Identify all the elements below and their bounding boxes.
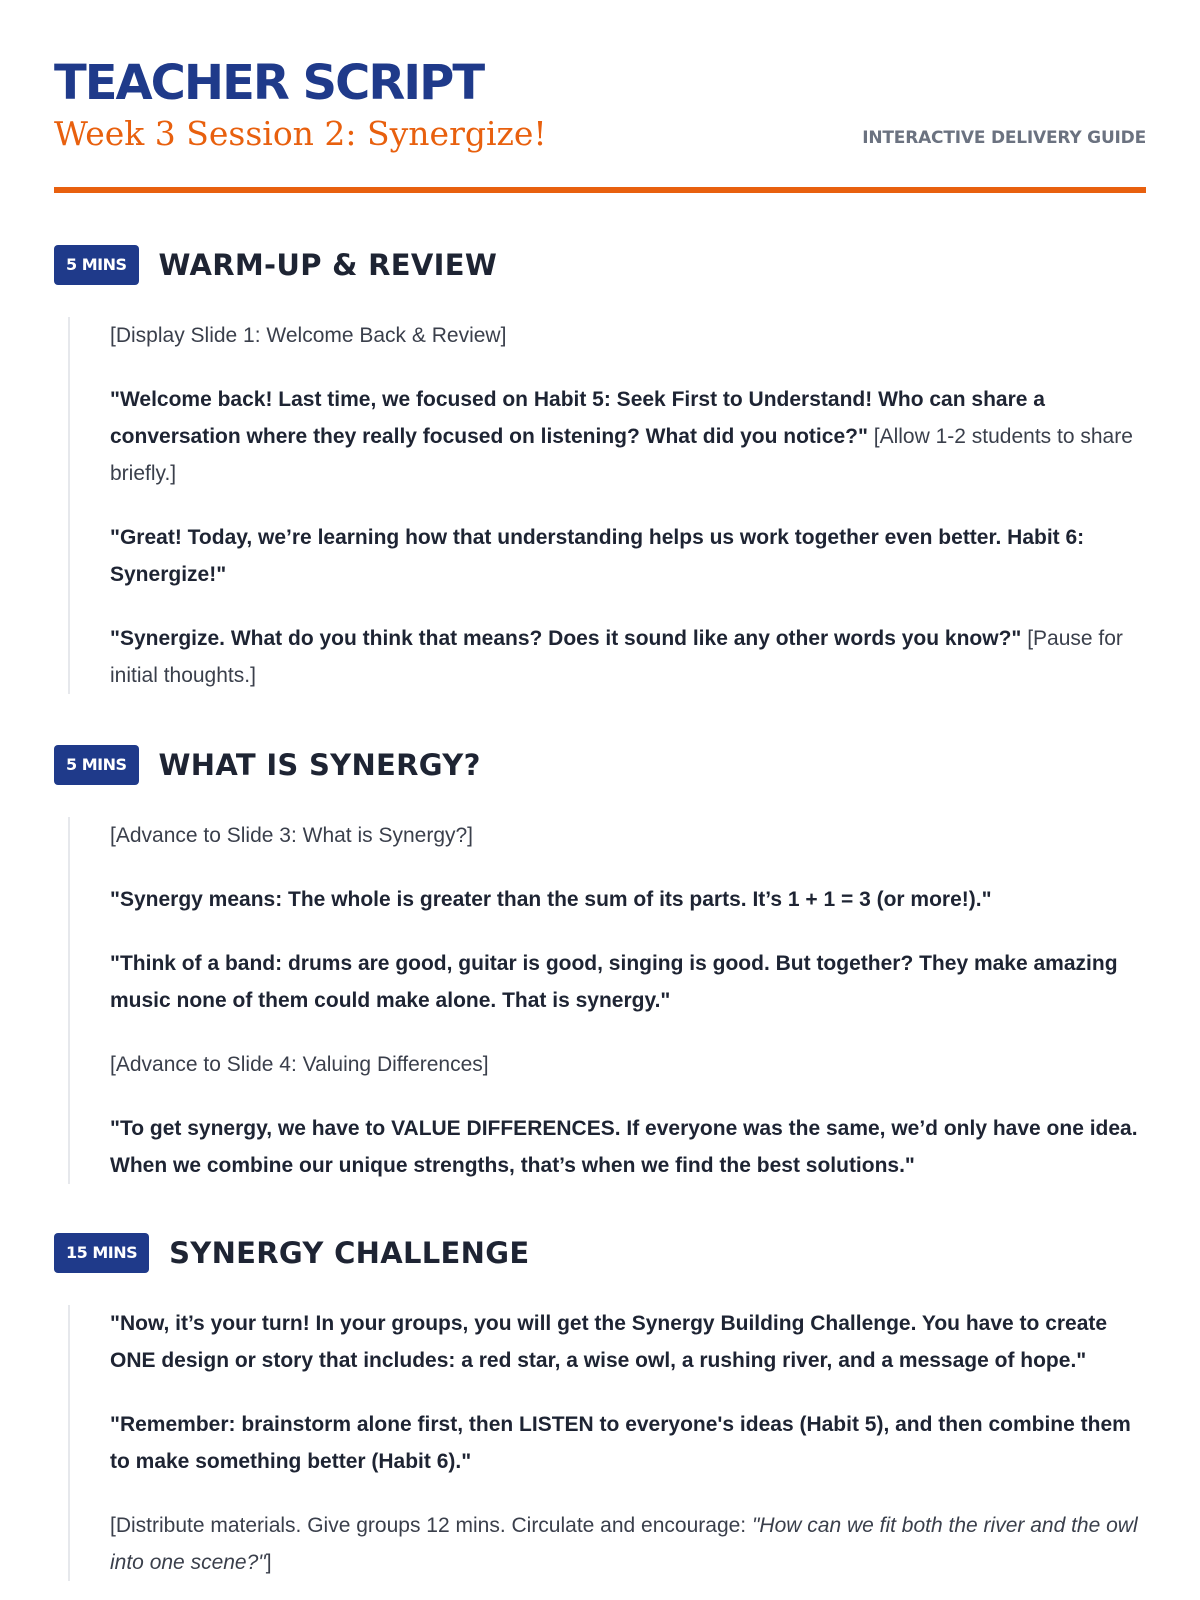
script-quote: "Synergize. What do you think that means? Does it sound like any other words you know?" [110, 627, 1022, 650]
stage-direction: [Display Slide 1: Welcome Back & Review] [110, 324, 507, 347]
section-what-is-synergy [54, 745, 1146, 1184]
time-badge: 5 MINS [54, 745, 139, 785]
stage-direction: [Advance to Slide 4: Valuing Differences] [110, 1053, 489, 1076]
script-paragraph [110, 381, 1146, 492]
section-body [68, 817, 1146, 1184]
script-paragraph [110, 519, 1146, 593]
script-paragraph [110, 1507, 1146, 1581]
section-title: WHAT IS SYNERGY? [158, 748, 481, 782]
script-quote: "Now, it’s your turn! In your groups, you will get the Synergy Building Challenge. You have to create ONE design or story that includes: a red star, a wise owl, a rushing river, and a message of hope." [110, 1312, 1108, 1372]
script-paragraph [110, 881, 1146, 918]
script-quote: "Welcome back! Last time, we focused on Habit 5: Seek First to Understand! Who can share a conversation where they really focused on listening? What did you notice?" [110, 388, 1045, 448]
section-title: SYNERGY CHALLENGE [169, 1236, 530, 1270]
section-synergy-challenge [54, 1233, 1146, 1581]
teacher-script-page [54, 0, 1146, 1600]
script-paragraph [110, 945, 1146, 1019]
section-body [68, 317, 1146, 694]
script-paragraph [110, 1305, 1146, 1379]
stage-direction: [Pause for initial thoughts.] [110, 627, 1123, 687]
session-subtitle: Week 3 Session 2: Synergize! [54, 114, 547, 153]
section-header [54, 1233, 1146, 1273]
stage-direction-end: ] [265, 1551, 272, 1574]
script-paragraph [110, 620, 1146, 694]
script-paragraph [110, 1110, 1146, 1184]
script-quote: "Synergy means: The whole is greater than the sum of its parts. It’s 1 + 1 = 3 (or more!)." [110, 888, 992, 911]
section-header [54, 245, 1146, 285]
stage-direction: [Allow 1-2 students to share briefly.] [110, 425, 1133, 485]
script-quote: "To get synergy, we have to VALUE DIFFERENCES. If everyone was the same, we’d only have one idea. When we combine our unique strengths, that’s when we find the best solutions." [110, 1117, 1138, 1177]
script-quote: "Great! Today, we’re learning how that understanding helps us work together even better. Habit 6: Synergize!" [110, 526, 1085, 586]
document-title: TEACHER SCRIPT [54, 55, 484, 111]
section-header [54, 745, 1146, 785]
script-paragraph [110, 1406, 1146, 1480]
time-badge: 5 MINS [54, 245, 139, 285]
encouragement-prompt: "How can we fit both the river and the owl into one scene?" [110, 1514, 1138, 1574]
section-warm-up [54, 245, 1146, 694]
section-title: WARM-UP & REVIEW [158, 248, 498, 282]
time-badge: 15 MINS [54, 1233, 149, 1273]
stage-direction: [Advance to Slide 3: What is Synergy?] [110, 824, 474, 847]
guide-label: INTERACTIVE DELIVERY GUIDE [862, 128, 1146, 148]
document-header [54, 0, 1146, 193]
section-body [68, 1305, 1146, 1581]
stage-direction: [Distribute materials. Give groups 12 mins. Circulate and encourage: [110, 1514, 752, 1537]
script-quote: "Think of a band: drums are good, guitar is good, singing is good. But together? They make amazing music none of them could make alone. That is synergy." [110, 952, 1118, 1012]
script-quote: "Remember: brainstorm alone first, then LISTEN to everyone's ideas (Habit 5), and then combine them to make something better (Habit 6)." [110, 1413, 1131, 1473]
